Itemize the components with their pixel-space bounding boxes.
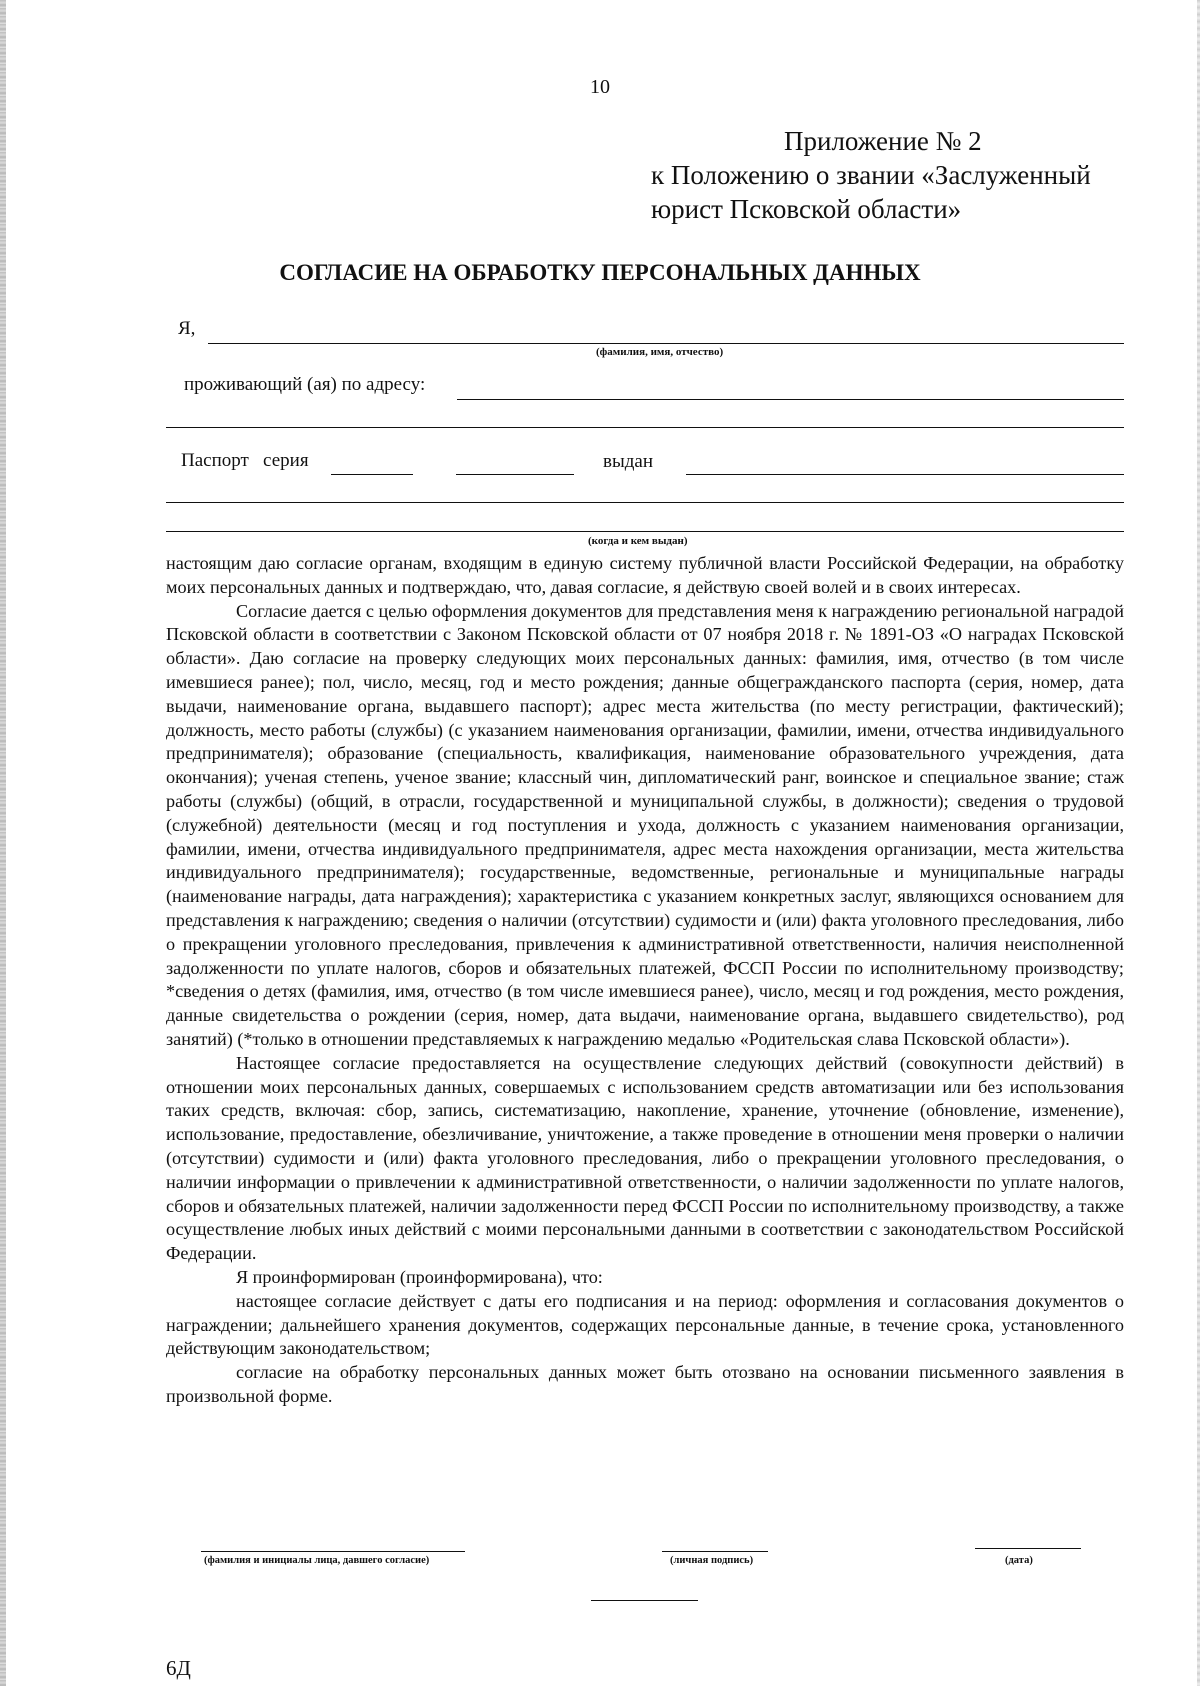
- appendix-line-2: к Положению о звании «Заслуженный: [651, 160, 1091, 190]
- passport-series-field[interactable]: [331, 474, 413, 475]
- consent-body: [166, 552, 1124, 1409]
- passport-number-field[interactable]: [456, 474, 574, 475]
- address-label: проживающий (ая) по адресу:: [184, 374, 426, 395]
- appendix-line-1: Приложение № 2: [784, 126, 982, 156]
- document-title: СОГЛАСИЕ НА ОБРАБОТКУ ПЕРСОНАЛЬНЫХ ДАННЫХ: [279, 260, 921, 285]
- fio-field[interactable]: [208, 343, 1124, 344]
- appendix-line-3: юрист Псковской области»: [651, 194, 962, 224]
- paragraph-purpose: Согласие дается с целью оформления документов для представления меня к награждению региональной наградой Псковской области в соответствии с Законом Псковской области от 07 ноября 2018 г. № 1891-ОЗ «О наградах Псковской области». Даю согласие на проверку следующих моих персональных данных: фамилия, имя, отчество (в том числе имевшиеся ранее); пол, число, месяц, год и место рождения; данные общегражданского паспорта (серия, номер, дата выдачи, наименование органа, выдавшего паспорт); адрес места жительства (по месту регистрации, фактический); должность, место работы (службы) (с указанием наименования организации, фамилии, имени, отчества индивидуального предпринимателя); образование (специальность, квалификация, наименование образовательного учреждения, дата окончания); ученая степень, ученое звание; классный чин, дипломатический ранг, воинское и специальное звание; стаж работы (службы) (общий, в отрасли, государственной и муниципальной службы, в должности); сведения о трудовой (служебной) деятельности (месяц и год поступления и ухода, должность с указанием наименования организации, фамилии, имени, отчества индивидуального предпринимателя, адрес места нахождения организации, места жительства индивидуального предпринимателя); государственные, ведомственные, региональные и муниципальные награды (наименование награды, дата награждения); характеристика с указанием конкретных заслуг, являющихся основанием для представления к награждению; сведения о наличии (отсутствии) судимости и (или) факта уголовного преследования, либо о прекращении уголовного преследования, привлечения к административной ответственности, наличия неисполненной задолженности по уплате налогов, сборов и обязательных платежей, ФССП России по исполнительному производству; *сведения о детях (фамилия, имя, отчество (в том числе имевшиеся ранее), число, месяц и год рождения, место рождения, данные свидетельства о рождении (серия, номер, дата выдачи, наименование органа, выдавшего свидетельство), род занятий) (*только в отношении представляемых к награждению медалью «Родительская слава Псковской области»).: [166, 600, 1124, 1049]
- name-signature-field[interactable]: [201, 1551, 465, 1552]
- paragraph-consent-intro: настоящим даю согласие органам, входящим в единую систему публичной власти Российской Федерации, на обработку моих персональных данных и подтверждаю, что, давая согласие, я действую своей волей и в своих интересах.: [166, 553, 1124, 597]
- issued-field-line-3[interactable]: [166, 531, 1124, 532]
- passport-label: Паспорт серия: [181, 450, 309, 471]
- appendix-header: [651, 124, 1091, 226]
- personal-signature-caption: (личная подпись): [670, 1555, 754, 1566]
- address-field[interactable]: [457, 399, 1124, 400]
- bottom-divider: [591, 1600, 698, 1601]
- paragraph-validity: настоящее согласие действует с даты его подписания и на период: оформления и согласования документов о награждении; дальнейшего хранения документов, содержащих персональные данные, в течение срока, установленного действующим законодательством;: [166, 1290, 1124, 1359]
- paragraph-actions: Настоящее согласие предоставляется на осуществление следующих действий (совокупности действий) в отношении моих персональных данных, совершаемых с использованием средств автоматизации или без использования таких средств, включая: сбор, запись, систематизацию, накопление, хранение, уточнение (обновление, изменение), использование, предоставление, обезличивание, уничтожение, а также проведение в отношении меня проверки о наличии (отсутствии) судимости и (или) факта уголовного преследования, либо о прекращении уголовного преследования, о наличии информации о привлечении к административной ответственности, о наличии задолженности по уплате налогов, сборов и обязательных платежей, наличии задолженности перед ФССП России по исполнительному производству, а также осуществление любых иных действий с моими персональными данными в соответствии с законодательством Российской Федерации.: [166, 1052, 1124, 1264]
- fio-caption: (фамилия, имя, отчество): [596, 346, 724, 358]
- date-field[interactable]: [975, 1548, 1081, 1549]
- issued-field-line-2[interactable]: [166, 502, 1124, 503]
- personal-signature-field[interactable]: [662, 1551, 768, 1552]
- date-caption: (дата): [1005, 1555, 1033, 1566]
- paragraph-informed: Я проинформирован (проинформирована), что:: [236, 1266, 603, 1287]
- issued-field[interactable]: [686, 474, 1124, 475]
- footer-mark: 6Д: [166, 1656, 191, 1680]
- page-number: 10: [590, 76, 610, 98]
- paragraph-revocation: согласие на обработку персональных данных может быть отозвано на основании письменного заявления в произвольной форме.: [166, 1362, 1124, 1406]
- name-signature-caption: (фамилия и инициалы лица, давшего согласие): [204, 1555, 430, 1566]
- scan-edge-left: [0, 0, 6, 1686]
- issued-label: выдан: [603, 451, 654, 472]
- i-label: Я,: [178, 318, 196, 339]
- address-field-line-2[interactable]: [166, 427, 1124, 428]
- issued-caption: (когда и кем выдан): [588, 535, 688, 547]
